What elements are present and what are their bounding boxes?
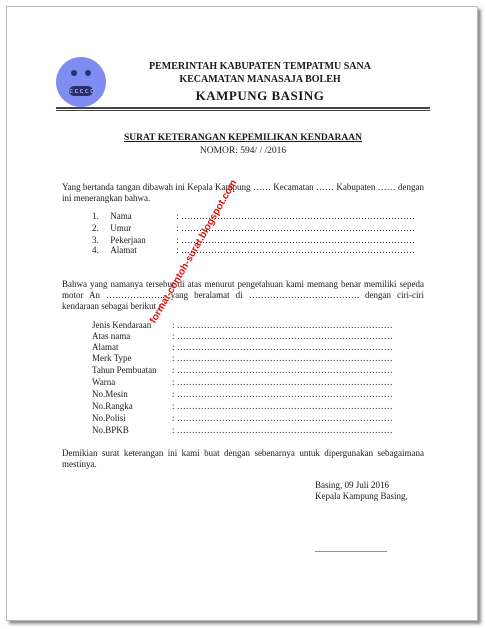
closing-paragraph: Demikian surat keterangan ini kami buat dengan sebenarnya untuk dipergunakan sebagaimana mestinya. <box>62 448 424 469</box>
field-label: Nama <box>110 211 132 221</box>
field-label: No.Mesin <box>92 389 128 399</box>
vehicle-field-row <box>92 342 393 353</box>
document-number: NOMOR: 594/ / /2016 <box>199 146 287 156</box>
vehicle-field-row <box>92 353 393 364</box>
field-label: Warna <box>92 377 116 387</box>
person-field-row <box>92 223 415 234</box>
vehicle-field-row <box>92 320 393 331</box>
header-line-2: KECAMATAN MANASAJA BOLEH <box>179 74 341 85</box>
signature-position: Kepala Kampung Basing, <box>315 491 408 501</box>
document-title: SURAT KETERANGAN KEPEMILIKAN KENDARAAN <box>124 133 362 143</box>
field-label: Pekerjaan <box>110 235 146 245</box>
header-line-3: KAMPUNG BASING <box>195 88 325 103</box>
field-value: : …………………………………………………………………… <box>176 211 416 221</box>
field-value: : ……………………………………………………………… <box>172 401 393 411</box>
field-value: : ……………………………………………………………… <box>172 413 393 423</box>
field-label: Tahun Pembuatan <box>92 365 157 375</box>
field-value: : ……………………………………………………………… <box>172 425 393 435</box>
vehicle-field-row <box>92 401 393 412</box>
field-label: Jenis Kendaraan <box>92 320 152 330</box>
field-label: Umur <box>110 223 132 233</box>
vehicle-field-row <box>92 331 393 342</box>
vehicle-field-row <box>92 377 393 388</box>
header-line-1: PEMERINTAH KABUPATEN TEMPATMU SANA <box>149 61 371 72</box>
watermark-text: format-contoh-surat.blogspot.com <box>148 178 240 326</box>
person-field-row <box>92 211 415 222</box>
field-value: : ……………………………………………………………… <box>172 331 393 341</box>
field-label: Alamat <box>92 342 119 352</box>
field-value: : ……………………………………………………………… <box>172 377 393 387</box>
vehicle-field-row <box>92 425 393 436</box>
field-value: : …………………………………………………………………… <box>176 223 416 233</box>
header-rule-thick <box>56 107 430 109</box>
field-number: 4. <box>92 245 99 255</box>
field-value: : …………………………………………………………………… <box>176 245 416 255</box>
vehicle-field-row <box>92 413 393 424</box>
field-label: Merk Type <box>92 353 132 363</box>
field-label: Alamat <box>110 245 137 255</box>
field-label: No.Rangka <box>92 401 133 411</box>
field-label: No.Polisi <box>92 413 126 423</box>
field-label: No.BPKB <box>92 425 129 435</box>
statement-paragraph: Bahwa yang namanya tersebut di atas menurut pengetahuan kami memang benar memiliki sepeda motor An ……………….. yang beralamat di ………………………………. dengan ciri-ciri kendaraan sebagai berikut : <box>62 279 424 311</box>
field-value: : ……………………………………………………………… <box>172 365 393 375</box>
field-label: Atas nama <box>92 331 131 341</box>
field-value: : ……………………………………………………………… <box>172 353 393 363</box>
intro-paragraph: Yang bertanda tangan dibawah ini Kepala Kampung …… Kecamatan …… Kabupaten …… dengan ini menerangkan bahwa. <box>62 182 424 203</box>
field-number: 3. <box>92 235 99 245</box>
header-rule-thin <box>56 110 430 111</box>
field-value: : ……………………………………………………………… <box>172 342 393 352</box>
field-value: : …………………………………………………………………… <box>176 235 416 245</box>
vehicle-field-row <box>92 365 393 376</box>
logo-mouth: ccccc <box>69 87 96 95</box>
person-field-row <box>92 245 415 256</box>
field-number: 1. <box>92 211 99 221</box>
field-value: : ……………………………………………………………… <box>172 389 393 399</box>
signature-place-date: Basing, 09 Juli 2016 <box>315 480 390 490</box>
signature-name-line: ________________ <box>315 543 387 553</box>
field-number: 2. <box>92 223 99 233</box>
vehicle-field-row <box>92 389 393 400</box>
field-value: : ……………………………………………………………… <box>172 320 393 330</box>
